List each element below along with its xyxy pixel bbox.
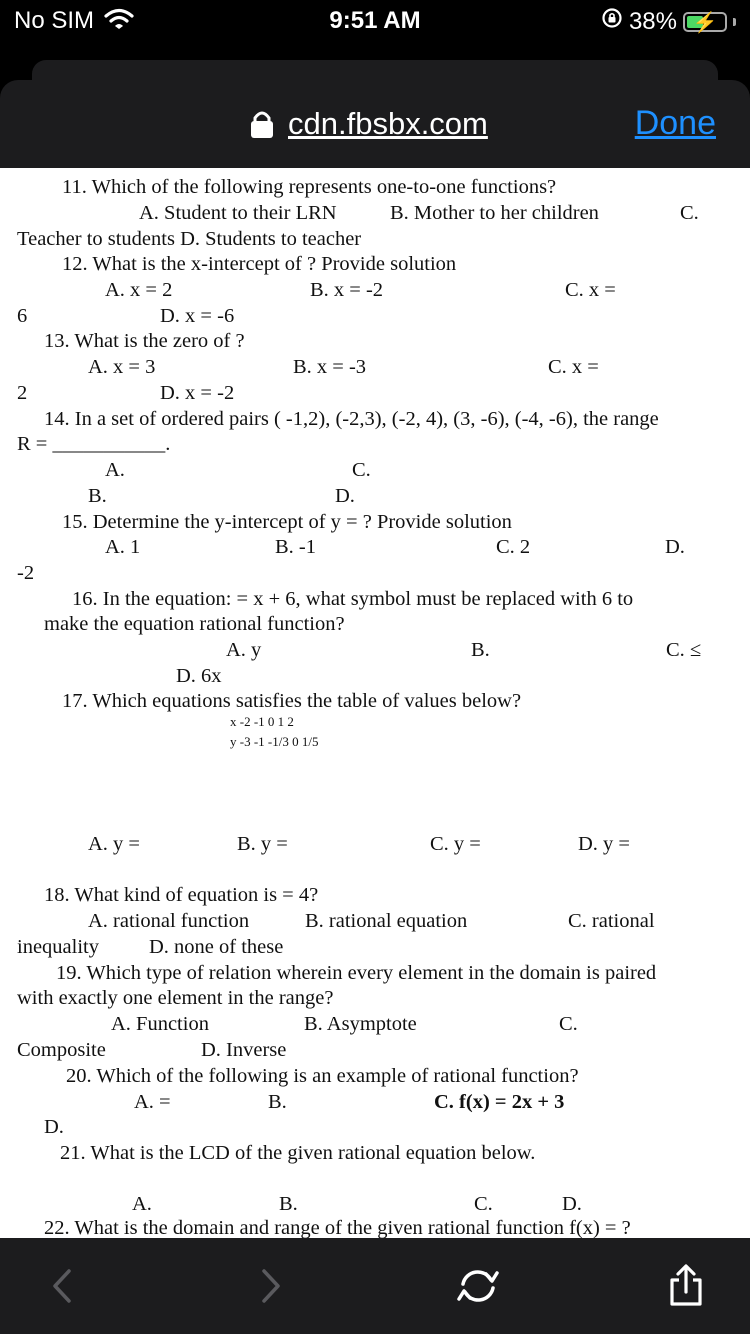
doc-line: 12. What is the x-intercept of ? Provide solution [62,253,457,275]
doc-line: A. x = 2 [105,279,173,301]
share-button[interactable] [658,1258,714,1314]
doc-line: B. Mother to her children [390,202,599,224]
doc-line: C. 2 [496,536,531,558]
doc-line: C. x = [548,356,599,378]
doc-line: B. rational equation [305,910,468,932]
share-icon [666,1264,706,1308]
doc-line: 19. Which type of relation wherein every element in the domain is paired [56,962,657,984]
doc-line: D. Inverse [201,1039,287,1061]
doc-line: make the equation rational function? [44,613,345,635]
doc-line: 22. What is the domain and range of the given rational function f(x) = ? [44,1217,631,1238]
doc-line: C. ≤ [666,639,702,661]
doc-line: B. [88,485,107,507]
forward-button[interactable] [243,1258,299,1314]
lock-icon [250,109,274,139]
doc-line: D. x = -2 [160,382,235,404]
doc-line: A. y [226,639,262,661]
doc-line: B. x = -3 [293,356,367,378]
doc-line: 20. Which of the following is an example of rational function? [66,1065,579,1087]
doc-line: A. [105,459,125,481]
doc-line: inequality [17,936,99,958]
doc-line: B. [471,639,490,661]
doc-line: 15. Determine the y-intercept of y = ? Provide solution [62,511,512,533]
doc-line: with exactly one element in the range? [17,987,334,1009]
doc-line: A. Student to their LRN [139,202,337,224]
doc-line: Teacher to students D. Students to teacher [17,228,362,250]
doc-line: 18. What kind of equation is = 4? [44,884,319,906]
table-row-x: x -2 -1 0 1 2 [230,714,294,729]
doc-line: 13. What is the zero of ? [44,330,245,352]
doc-line: A. y = [88,833,140,855]
table-row-y: y -3 -1 -1/3 0 1/5 [230,734,319,749]
doc-line: B. -1 [275,536,316,558]
doc-line: B. [279,1193,298,1215]
bottom-toolbar [0,1238,750,1334]
doc-line: C. [680,202,699,224]
doc-line: A. rational function [88,910,250,932]
doc-line: B. Asymptote [304,1013,417,1035]
doc-line: A. Function [111,1013,209,1035]
doc-line: B. [268,1091,287,1113]
doc-line: A. = [134,1091,171,1113]
chevron-left-icon [50,1268,74,1304]
url-text: cdn.fbsbx.com [288,106,488,141]
refresh-button[interactable] [450,1258,506,1314]
doc-line: A. 1 [105,536,141,558]
doc-line: B. y = [237,833,288,855]
doc-line: C. f(x) = 2x + 3 [434,1091,565,1113]
doc-line: 17. Which equations satisfies the table of values below? [62,690,522,712]
doc-line: R = ___________. [17,433,171,455]
doc-line: D. [44,1116,64,1138]
url-bar[interactable] [250,106,488,142]
done-button[interactable]: Done [634,104,716,142]
chevron-right-icon [259,1268,283,1304]
doc-line: C. rational [568,910,655,932]
doc-line: D. [562,1193,582,1215]
doc-line: C. x = [565,279,616,301]
doc-line: D. 6x [176,665,222,687]
doc-line: A. x = 3 [88,356,156,378]
battery-icon: ⚡ [683,12,727,32]
doc-line: C. [559,1013,578,1035]
doc-line: C. [474,1193,493,1215]
doc-line: 6 [17,305,28,327]
doc-line: 11. Which of the following represents one-to-one functions? [62,176,557,198]
doc-line: C. [352,459,371,481]
doc-line: C. y = [430,833,481,855]
doc-line: 2 [17,382,28,404]
document-viewer[interactable] [0,168,750,1238]
doc-line: A. [132,1193,152,1215]
doc-line: Composite [17,1039,106,1061]
status-bar [0,0,750,44]
doc-line: 21. What is the LCD of the given rational equation below. [60,1142,536,1164]
status-right [601,7,736,36]
orientation-lock-icon [601,7,623,36]
battery-percent: 38% [628,7,677,35]
carrier-label: No SIM [14,7,95,34]
back-button[interactable] [34,1258,90,1314]
doc-line: -2 [17,562,35,584]
doc-line: D. [665,536,685,558]
clock: 9:51 AM [329,7,421,34]
doc-line: D. none of these [149,936,284,958]
doc-line: D. [335,485,355,507]
doc-line: 16. In the equation: = x + 6, what symbol must be replaced with 6 to [72,588,634,610]
doc-line: D. y = [578,833,630,855]
doc-line: D. x = -6 [160,305,235,327]
refresh-icon [455,1266,501,1306]
browser-header [0,80,750,168]
doc-line: 14. In a set of ordered pairs ( -1,2), (-2,3), (-2, 4), (3, -6), (-4, -6), the range [44,408,659,430]
doc-line: B. x = -2 [310,279,384,301]
